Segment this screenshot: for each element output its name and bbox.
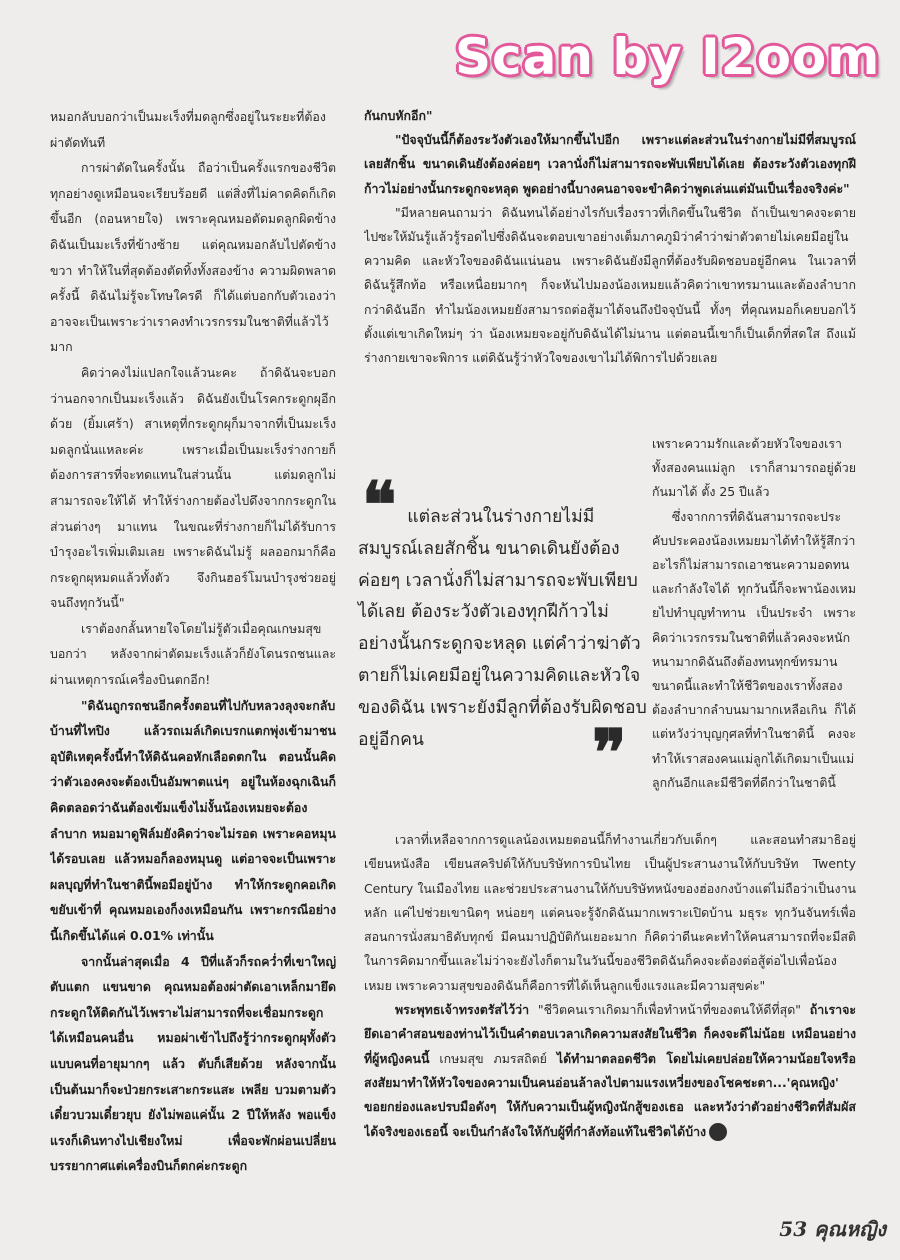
pull-quote-text: แต่ละส่วนในร่างกายไม่มีสมบูรณ์เลยสักชิ้น ขนาดเดินยังต้องค่อยๆ เวลานั่งก็ไม่สามารถจะพับเพียบได้เลย ต้องระวังตัวเองทุกฝีก้าวไม่อย่างนั้นกระดูกจะหลุด แต่คำว่าฆ่าตัวตายก็ไม่เคยมีอยู่ในความคิดและหัวใจของดิฉัน เพราะยังมีลูกที่ต้องรับผิดชอบอยู่อีกคน [358,507,647,750]
closing-name: เกษมสุข ภมรสถิตย์ [429,1050,557,1066]
close-quote-icon: ❞ [592,716,627,791]
paragraph: "ปัจจุบันนี้ก็ต้องระวังตัวเองให้มากขึ้นไปอีก เพราะแต่ละส่วนในร่างกายไม่มีที่สมบูรณ์เลยสักชิ้น ขนาดเดินยังต้องค่อยๆ เวลานั่งก็ไม่สามารถจะพับเพียบได้เลย ต้องระวังตัวเองทุกฝีก้าวไม่อย่างนั้นกระดูกจะหลุด พูดอย่างนี้บางคนอาจจะขำคิดว่าพูดเล่นแต่มันเป็นเรื่องจริงค่ะ" [364,132,856,196]
page-footer: 53 คุณหญิง [779,1217,886,1241]
paragraph: หมอกลับบอกว่าเป็นมะเร็งที่มดลูกซึ่งอยู่ในระยะที่ต้องผ่าตัดทันที [50,109,326,150]
paragraph: "ดิฉันถูกรถชนอีกครั้งตอนที่ไปกับหลวงลุงจะกลับบ้านที่ไทปิง แล้วรถเมล์เกิดเบรกแตกพุ่งเข้ามาชน อุบัติเหตุครั้งนี้ทำให้ดิฉันคอหักเลือดตกใน ตอนนั้นคิดว่าตัวเองคงจะต้องเป็นอัมพาตแน่ๆ อยู่ในห้องฉุกเฉินก็คิดตลอดว่าฉันต้องเข้มแข็งไม่งั้นน้องเหมยจะต้องลำบาก หมอมาดูฟิล์มยังคิดว่าจะไม่รอด เพราะคอหมุนได้รอบเลย แล้วหมอก็ลองหมุนดู แต่อาจจะเป็นเพราะผลบุญที่ทำในชาตินี้พอมีอยู่บ้าง ทำให้กระดูกคอเกิดขยับเข้าที่ คุณหมอเองก็งงเหมือนกัน เพราะกรณีอย่างนี้เกิดขึ้นได้แค่ 0.01% เท่านั้น [50,697,336,943]
paragraph: การผ่าตัดในครั้งนั้น ถือว่าเป็นครั้งแรกของชีวิต ทุกอย่างดูเหมือนจะเรียบร้อยดี แต่สิ่งที่ไม่คาดคิดก็เกิดขึ้นอีก (ถอนหายใจ) เพราะคุณหมอตัดมดลูกผิดข้าง ดิฉันเป็นมะเร็งที่ข้างซ้าย แต่คุณหมอกลับไปตัดข้างขวา ทำให้ในที่สุดต้องตัดทิ้งทั้งสองข้าง ความผิดพลาดครั้งนี้ ดิฉันไม่รู้จะโทษใครดี ก็ได้แต่บอกกับตัวเองว่าอาจจะเป็นเพราะว่าเราคงทำเวรกรรมในชาติที่แล้วไว้มาก [50,160,336,355]
scan-watermark: Scan by I2oom [455,28,881,86]
closing-bold-end: ได้ทำมาตลอดชีวิต โดยไม่เคยปล่อยให้ความน้อยใจหรือสงสัยมาทำให้หัวใจของความเป็นคนอ่อนล้าลงไปตามแรงเหวี่ยงของโชคชะตา...'คุณหญิง' ขอยกย่องและปรบมือดังๆ ให้กับความเป็นผู้หญิงนักสู้ของเธอ และหวังว่าตัวอย่างชีวิตที่สัมผัสได้จริงของเธอนี้ จะเป็นกำลังใจให้กับผู้ที่กำลังท้อแท้ในชีวิตได้บ้าง [364,1050,856,1139]
right-column-side [652,432,856,842]
closing-bold-start: พระพุทธเจ้าทรงตรัสไว้ว่า [395,1002,530,1018]
paragraph: เพราะความรักและด้วยหัวใจของเราทั้งสองคนแม่ลูก เราก็สามารถอยู่ด้วยกันมาได้ ตั้ง 25 ปีแล้ว [652,436,856,500]
paragraph: "มีหลายคนถามว่า ดิฉันทนได้อย่างไรกับเรื่องราวที่เกิดขึ้นในชีวิต ถ้าเป็นเขาคงจะตายไปซะให้มันรู้แล้วรู้รอดไปซึ่งดิฉันจะตอบเขาอย่างเต็มภาคภูมิว่าคำว่าฆ่าตัวตายไม่เคยมีอยู่ในความคิด และหัวใจของดิฉันแน่นอน เพราะดิฉันยังมีลูกที่ต้องรับผิดชอบอยู่อีกคน ในเวลาที่ดิฉันรู้สึกท้อ หรือเหนื่อยมากๆ ก็จะหันไปมองน้องเหมยแล้วคิดว่าเขาทรมานและต้องลำบากกว่าดิฉันอีก ทำไมน้องเหมยยังสามารถต่อสู้มาได้จนถึงปัจจุบันนี้ ทั้งๆ ที่คุณหมอก็เคยบอกไว้ตั้งแต่เขาเกิดใหม่ๆ ว่า น้องเหมยจะอยู่กับดิฉันได้ไม่นาน แต่ตอนนี้เขาก็เป็นเด็กที่สดใส ถึงแม้ร่างกายเขาจะพิการ แต่ดิฉันรู้ว่าหัวใจของเขาไม่ได้พิการไปด้วยเลย [364,204,856,366]
open-quote-icon: ❝ [362,468,397,543]
paragraph: กันกบหักอีก" [364,108,433,123]
left-column [50,104,336,1224]
right-column-bottom [364,828,856,1208]
paragraph: ซึ่งจากการที่ดิฉันสามารถจะประคับประคองน้องเหมยมาได้ทำให้รู้สึกว่าอะไรก็ไม่สามารถเอาชนะความอดทน และกำลังใจได้ ทุกวันนี้ก็จะพาน้องเหมยไปทำบุญทำทาน เป็นประจำ เพราะคิดว่าเวรกรรมในชาติที่แล้วคงจะหนักหนามากดิฉันถึงต้องทนทุกข์ทรมานขนาดนี้และทำให้ชีวิตของเราทั้งสองต้องลำบากลำบนมามากเหลือเกิน ก็ได้แต่หวังว่าบุญกุศลที่ทำในชาตินี้ คงจะทำให้เราสองคนแม่ลูกได้เกิดมาเป็นแม่ลูกกันอีกและมีชีวิตที่ดีกว่าในชาตินี้ [652,508,856,790]
closing-paragraph [364,998,856,1144]
paragraph: จากนั้นล่าสุดเมื่อ 4 ปีที่แล้วก็รถคว่ำที่เขาใหญ่ ตับแตก แขนขาด คุณหมอต้องผ่าตัดเอาเหล็กมายึดกระดูกให้ติดกันไว้เพราะไม่สามารถที่จะเชื่อมกระดูกได้เหมือนคนอื่น หมอผ่าเข้าไปถึงรู้ว่ากระดูกผุทั้งตัวแบบคนที่อายุมากๆ แล้ว ตับก็เสียด้วย หลังจากนั้นเป็นต้นมาก็จะป่วยกระเสาะกระแสะ เพลีย บวมตามตัว เดี๋ยวบวมเดี๋ยวยุบ ยังไม่พอแค่นั้น 2 ปีให้หลัง พอแข็งแรงก็เดินทางไปเชียงใหม่ เพื่อจะพักผ่อนเปลี่ยนบรรยากาศแต่เครื่องบินก็ตกค่ะกระดูก [50,953,336,1174]
paragraph: คิดว่าคงไม่แปลกใจแล้วนะคะ ถ้าดิฉันจะบอกว่านอกจากเป็นมะเร็งแล้ว ดิฉันยังเป็นโรคกระดูกผุอีกด้วย (ยิ้มเศร้า) สาเหตุที่กระดูกผุก็มาจากที่เป็นมะเร็งมดลูกนั่นแหละค่ะ เพราะเมื่อเป็นมะเร็งร่างกายก็ต้องการสารที่จะทดแทนในส่วนนั้น แต่มดลูกไม่สามารถจะให้ได้ ทำให้ร่างกายต้องไปดึงจากกระดูกในส่วนต่างๆ มาแทน ในขณะที่ร่างกายก็ไม่ได้รับการบำรุงอะไรเพิ่มเติมเลย เพราะดิฉันไม่รู้ ผลออกมาก็คือกระดูกผุหมดแล้วทั้งตัว จึงกินฮอร์โมนบำรุงช่วยอยู่จนถึงทุกวันนี้" [50,364,336,611]
right-column-top [364,104,856,459]
closing-bold-mid: ถ้าเราจะยึดเอาคำสอนของท่านไว้เป็นคำตอบเวลาเกิดความสงสัยในชีวิต ก็คงจะดีไม่น้อย เหมือนอย่างที่ผู้หญิงคนนี้ [364,1002,856,1066]
paragraph: เวลาที่เหลือจากการดูแลน้องเหมยตอนนี้ก็ทำงานเกี่ยวกับเด็กๆ และสอนทำสมาธิอยู่ เขียนหนังสือ เขียนสคริปต์ให้กับบริษัทการบินไทย เป็นผู้ประสานงานให้กับบริษัท Twenty Century ในเมืองไทย และช่วยประสานงานให้กับบริษัทหนังของฮ่องกงบ้างแต่ไม่ถือว่าเป็นงานหลัก แค่ไปช่วยเขานิดๆ หน่อยๆ แต่คนจะรู้จักดิฉันมากเพราะเปิดบ้าน มธุระ ทุกวันจันทร์เพื่อสอนการนั่งสมาธิดับทุกข์ มีคนมาปฏิบัติกันเยอะมาก ก็คิดว่าดีนะคะทำให้คนสามารถที่จะมีสติในการคิดมากขึ้นและไม่ว่าจะยังไงก็ตามในวันนี้ของชีวิตดิฉันก็คงจะต้องต่อสู้ต่อไปเพื่อน้องเหมย เพราะความสุขของดิฉันก็คือการที่ได้เห็นลูกแข็งแรงและมีความสุขค่ะ" [364,832,856,993]
end-mark-icon: ก [709,1123,727,1141]
paragraph: เราต้องกลั้นหายใจโดยไม่รู้ตัวเมื่อคุณเกษมสุขบอกว่า หลังจากผ่าตัดมะเร็งแล้วก็ยังโดนรถชนและผ่านเหตุการณ์เครื่องบินตกอีก! [50,620,336,688]
closing-quote: "ชีวิตคนเราเกิดมาก็เพื่อทำหน้าที่ของตนให้ดีที่สุด" [529,1002,810,1018]
